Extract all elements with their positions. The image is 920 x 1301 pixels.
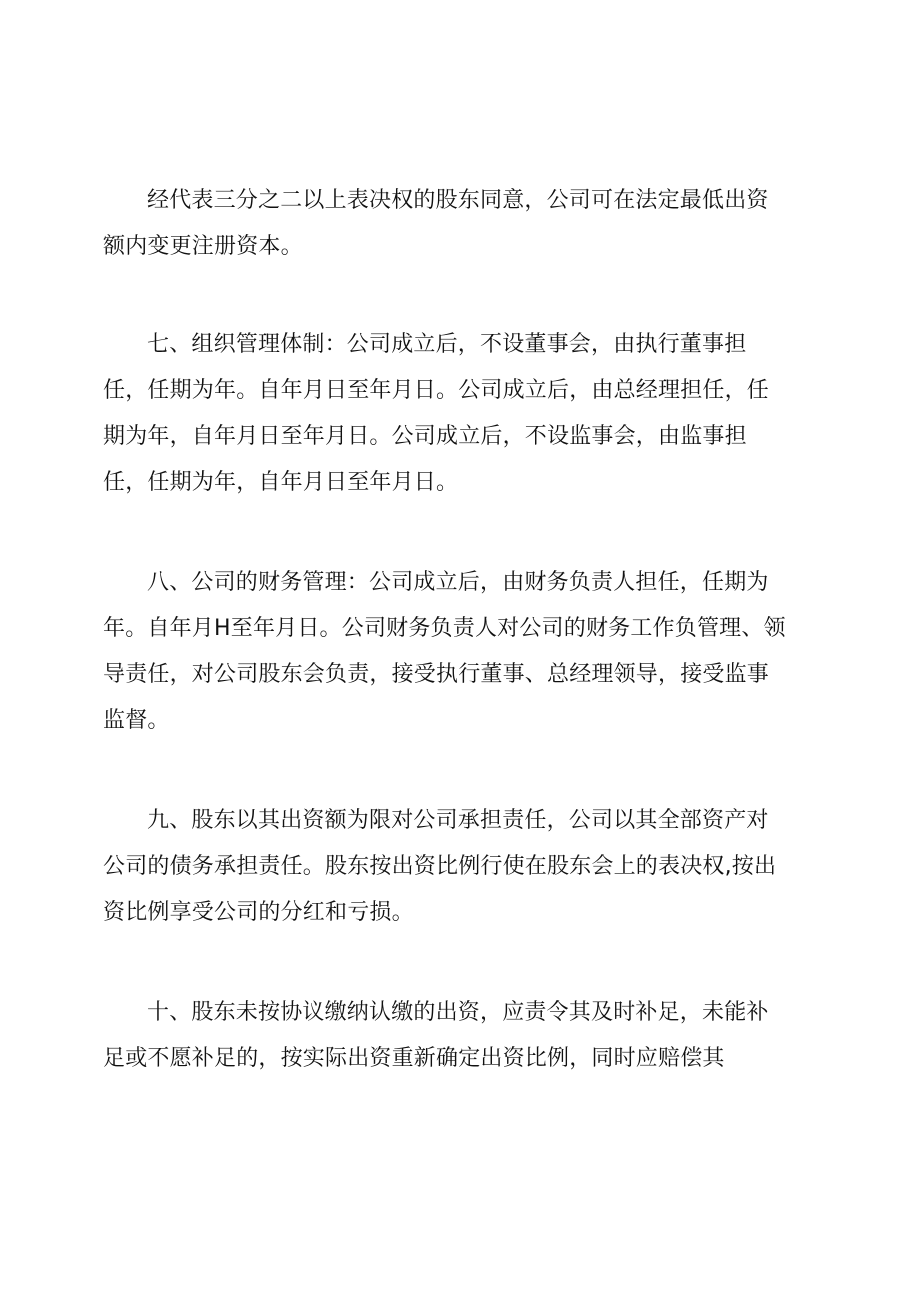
paragraph-article-10-contribution [103,990,818,1082]
paragraph-line: 经代表三分之二以上表决权的股东同意，公司可在法定最低出资 [147,188,769,213]
paragraph-line: 八、公司的财务管理：公司成立后，由财务负责人担任，任期为 [147,570,769,595]
paragraph-line: 任，任期为年。自年月日至年月日。公司成立后，由总经理担任，任 [103,378,770,403]
paragraph-line: 公司的债务承担责任。股东按出资比例行使在股东会上的表决权,按出 [103,854,777,879]
paragraph-article-7-management [103,322,818,506]
paragraph-line: 额内变更注册资本。 [103,234,303,259]
paragraph-line: 足或不愿补足的，按实际出资重新确定出资比例，同时应赔偿其 [103,1046,725,1071]
paragraph-capital-change [103,178,818,270]
paragraph-line: 九、股东以其出资额为限对公司承担责任，公司以其全部资产对 [147,808,769,833]
paragraph-line: 导责任，对公司股东会负责，接受执行董事、总经理领导，接受监事 [103,662,770,687]
paragraph-line: 十、股东未按协议缴纳认缴的出资，应责令其及时补足，未能补 [147,1000,769,1025]
paragraph-line: 任，任期为年，自年月日至年月日。 [103,470,459,495]
paragraph-article-9-liability [103,798,818,936]
paragraph-line: 年。自年月H至年月日。公司财务负责人对公司的财务工作负管理、领 [103,616,786,641]
paragraph-line: 资比例享受公司的分红和亏损。 [103,900,414,925]
paragraph-line: 七、组织管理体制：公司成立后，不设董事会，由执行董事担 [147,332,747,357]
paragraph-article-8-finance [103,560,818,744]
paragraph-line: 期为年，自年月日至年月日。公司成立后，不设监事会，由监事担 [103,424,747,449]
paragraph-line: 监督。 [103,708,170,733]
